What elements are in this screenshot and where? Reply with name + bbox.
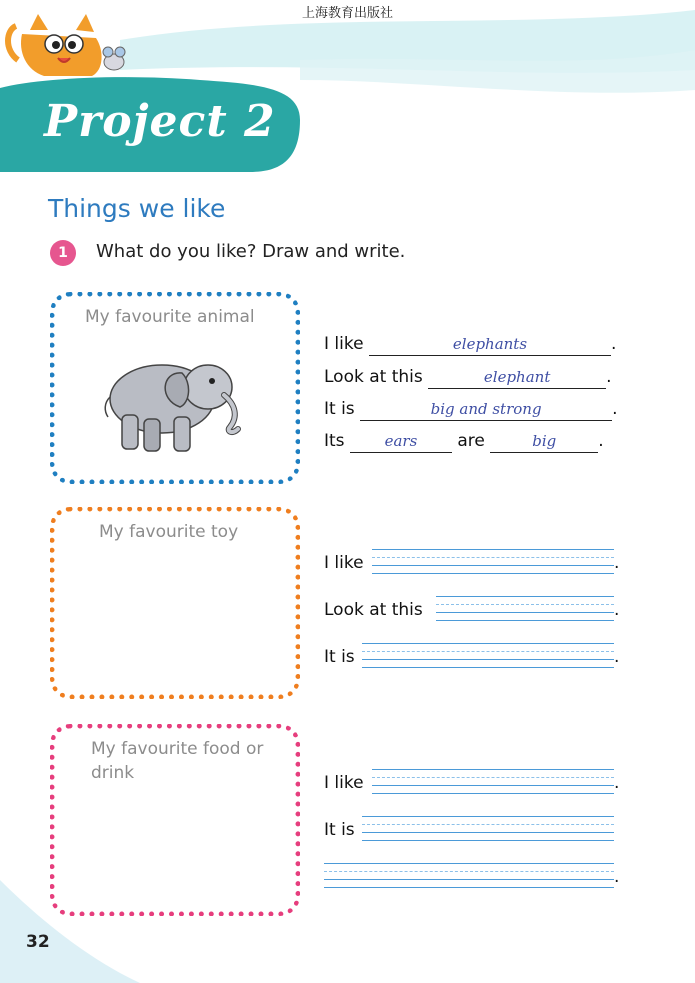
- publisher-header: 上海教育出版社: [301, 6, 393, 21]
- sentence-prefix: It is: [324, 399, 355, 419]
- food-writing-lines-2[interactable]: [362, 816, 614, 842]
- food-sentence-1-prefix: I like: [324, 773, 364, 793]
- answer-blank-elephant: elephant: [428, 366, 606, 389]
- task-instruction: What do you like? Draw and write.: [96, 241, 406, 262]
- period: .: [612, 399, 618, 419]
- mouse-icon: [103, 47, 125, 70]
- period: .: [598, 431, 604, 451]
- section-title: Things we like: [48, 194, 226, 223]
- answer-blank-ears: ears: [350, 430, 452, 453]
- elephant-icon: [100, 347, 250, 457]
- toy-sentence-3-prefix: It is: [324, 647, 355, 667]
- toy-writing-lines-2[interactable]: [436, 596, 614, 622]
- food-writing-lines-3[interactable]: [324, 863, 614, 889]
- box-label-toy: My favourite toy: [99, 522, 239, 542]
- box-label-food: My favourite food or drink: [91, 739, 264, 783]
- project-title: Project 2: [44, 96, 276, 147]
- animal-sentence-4: [324, 430, 604, 453]
- period: .: [614, 647, 620, 667]
- period: .: [606, 367, 612, 387]
- animal-sentence-1: [324, 333, 616, 356]
- sentence-prefix: Look at this: [324, 367, 423, 387]
- period: .: [614, 600, 620, 620]
- answer-blank-big: big: [490, 430, 598, 453]
- favourite-animal-box: [50, 292, 300, 484]
- box-label-animal: My favourite animal: [85, 307, 255, 327]
- favourite-toy-box: [50, 507, 300, 699]
- project-banner: [0, 0, 320, 180]
- page-number: 32: [26, 932, 50, 952]
- cat-mascot-icon: [8, 14, 102, 76]
- favourite-food-box: [50, 724, 300, 916]
- animal-sentence-3: [324, 398, 617, 421]
- food-writing-lines-1[interactable]: [372, 769, 614, 795]
- sentence-middle: are: [457, 431, 485, 451]
- toy-sentence-1-prefix: I like: [324, 553, 364, 573]
- step-number-badge: 1: [50, 240, 76, 266]
- period: .: [614, 553, 620, 573]
- food-sentence-2-prefix: It is: [324, 820, 355, 840]
- toy-sentence-2-prefix: Look at this: [324, 600, 423, 620]
- period: .: [614, 773, 620, 793]
- period: .: [614, 867, 620, 887]
- toy-writing-lines-1[interactable]: [372, 549, 614, 575]
- sentence-prefix: Its: [324, 431, 345, 451]
- animal-sentence-2: [324, 366, 612, 389]
- toy-writing-lines-3[interactable]: [362, 643, 614, 669]
- answer-blank-elephants: elephants: [369, 333, 611, 356]
- answer-blank-big-and-strong: big and strong: [360, 398, 612, 421]
- sentence-prefix: I like: [324, 334, 364, 354]
- period: .: [610, 334, 617, 354]
